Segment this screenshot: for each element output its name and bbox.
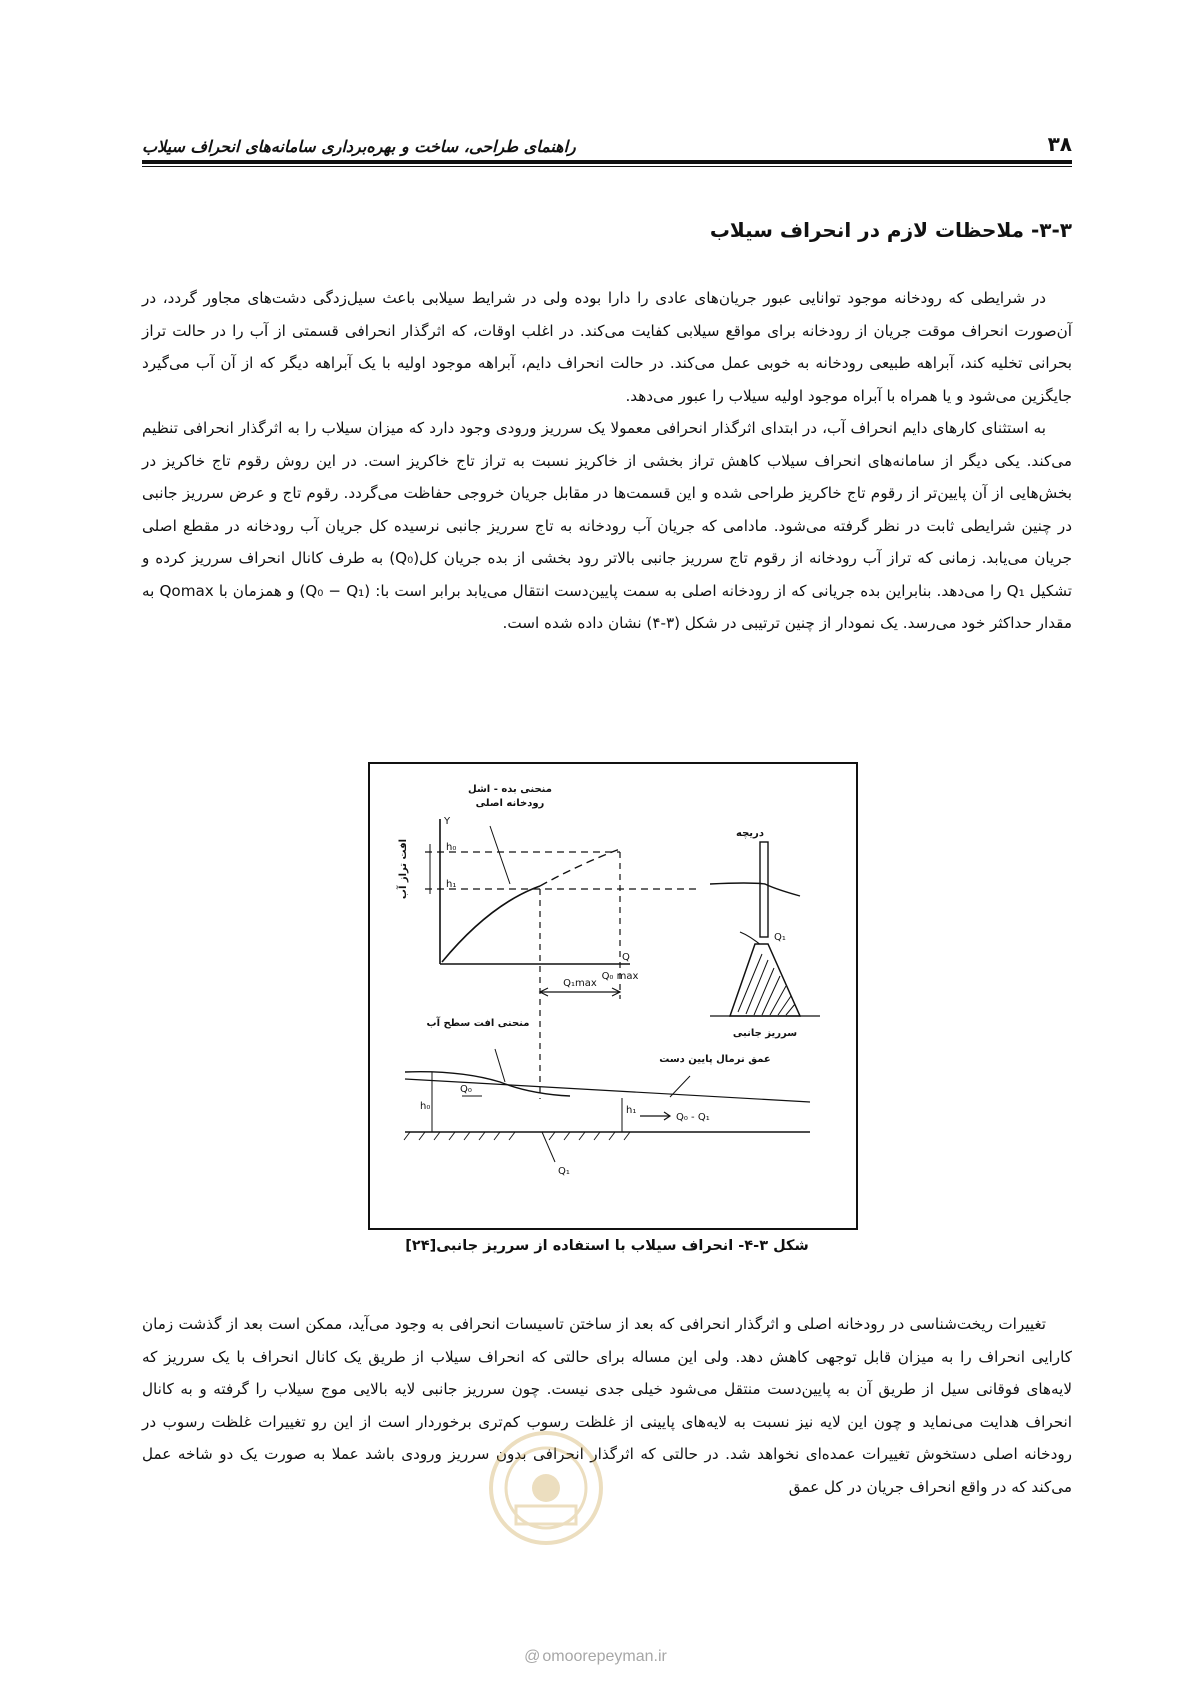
site-footer <box>0 1648 1191 1666</box>
surface-curve-pointer <box>495 1049 505 1082</box>
rating-curve-dashed <box>540 849 620 886</box>
curve-pointer <box>490 826 510 884</box>
site-name: omoorepeyman.ir <box>542 1648 667 1665</box>
gate-post <box>760 842 768 937</box>
y-axis-label: Y <box>444 816 451 827</box>
water-surface-at-weir <box>710 883 800 896</box>
figure-side-weir-diagram <box>368 762 858 1230</box>
side-weir-label: سرریز جانبی <box>732 1028 798 1039</box>
q1-outflow-pointer <box>542 1132 555 1162</box>
main-river-label: رودخانه اصلی <box>475 798 545 809</box>
q0max-label: Q₀ max <box>601 971 639 982</box>
figure-drawing <box>370 764 856 1228</box>
bed-hatch <box>404 1132 630 1140</box>
running-header <box>142 128 1072 156</box>
water-level-drop-label: افت تراز آب <box>398 838 409 900</box>
q0-bottom-label: Q₀ <box>460 1084 472 1095</box>
at-sign-icon: @ <box>524 1648 541 1665</box>
surface-drop-label-1: منحنی افت سطح آب <box>426 1018 530 1029</box>
paragraph: در شرایطی که رودخانه موجود توانایی عبور جریان‌های عادی را دارا بوده ولی در شرایط سیلابی باعث سیل‌زدگی دشت‌های مجاور گردد، در آن‌صورت انحراف موقت جریان از رودخانه برای مواقع سیلابی کفایت می‌کند. در اغلب اوقات، که اثرگذار انحرافی قسمتی از آب را در حالت تراز بحرانی تخلیه کند، آبراهه طبیعی رودخانه به خوبی عمل می‌کند. در حالت انحراف دایم، آبراهه موجود اولیه با یک آبراهه دیگر که از آن آب می‌گیرد جایگزین می‌شود و یا همراه با آبراه موجود اولیه سیلاب را عبور می‌دهد. <box>142 289 1072 405</box>
rating-curve-solid <box>442 886 540 962</box>
section-heading: ۳-۳- ملاحظات لازم در انحراف سیلاب <box>709 218 1072 242</box>
watermark-seal <box>486 1428 606 1548</box>
book-title: راهنمای طراحی، ساخت و بهره‌برداری سامانه‌های انحراف سیلاب <box>142 137 576 156</box>
h1-label: h₁ <box>446 879 457 890</box>
q1max-label: Q₁max <box>563 978 597 989</box>
h0-label: h₀ <box>446 842 457 853</box>
q1-weir-label: Q₁ <box>774 932 786 943</box>
body-text-after-figure <box>142 1308 1072 1503</box>
gate-label: دریچه <box>736 828 764 839</box>
h1-bottom-label: h₁ <box>626 1105 637 1116</box>
q-axis-label: Q <box>622 952 630 963</box>
seal-icon <box>486 1428 606 1548</box>
h0-bottom-label: h₀ <box>420 1101 431 1112</box>
header-rule-thin <box>142 166 1072 167</box>
normal-depth-label: عمق نرمال پایین دست <box>659 1054 771 1065</box>
figure-caption: شکل ۳-۴- انحراف سیلاب با استفاده از سرریز جانبی[۲۴] <box>405 1238 809 1254</box>
header-rule-thick <box>142 160 1072 164</box>
rating-curve-label: منحنی بده - اشل <box>468 784 552 795</box>
q0-minus-q1-label: Q₀ - Q₁ <box>676 1112 710 1123</box>
paragraph: به استثنای کارهای دایم انحراف آب، در ابتدای اثرگذار انحرافی معمولا یک سرریز ورودی وجود دارد که میزان سیلاب را به اثرگذار انحرافی تنظیم می‌کند. یکی دیگر از سامانه‌های انحراف سیلاب کاهش تراز بخشی از خاکریز نسبت به تراز تاج خاکریز است. در این روش رقوم تاج خاکریز در بخش‌هایی از آن پایین‌تر از رقوم تاج خاکریز طراحی شده و این قسمت‌ها در مقابل جریان خروجی حفاظت می‌گردد. رقوم تاج و عرض سرریز جانبی در چنین شرایطی ثابت در نظر گرفته می‌شود. مادامی که جریان آب رودخانه به تاج سرریز جانبی نرسیده کل جریان آب رودخانه در مقطع اصلی جریان می‌یابد. زمانی که تراز آب رودخانه از رقوم تاج سرریز جانبی بالاتر رود بخشی از بده جریان کل(Q₀) به طرف کانال انحراف سرریز کرده و تشکیل Q₁ را می‌دهد. بنابراین بده جریانی که از رودخانه اصلی به سمت پایین‌دست انتقال می‌یابد برابر است با: (Q₀ − Q₁) و همزمان با Qomax به مقدار حداکثر خود می‌رسد. یک نمودار از چنین ترتیبی در شکل (۳-۴) نشان داده شده است. <box>142 419 1073 632</box>
normal-depth-pointer <box>670 1076 690 1097</box>
q1-bottom-label: Q₁ <box>558 1166 570 1177</box>
body-text-before-figure <box>142 282 1072 640</box>
page-number: ۳۸ <box>1047 132 1072 156</box>
paragraph: تغییرات ریخت‌شناسی در رودخانه اصلی و اثرگذار انحرافی که بعد از ساختن تاسیسات انحرافی به وجود می‌آید، ممکن است بعد از گذشت زمان کارایی انحراف را به میزان قابل توجهی کاهش دهد. ولی این مساله برای حالتی که انحراف سیلاب از طریق یک کانال انحراف با یک سرریز که لایه‌های فوقانی سیل از طریق آن به پایین‌دست منتقل می‌شود خیلی جدی نیست. چون سرریز جانبی لایه بالایی موج سیلاب را گرفته و به کانال انحراف هدایت می‌نماید و چون این لایه نیز نسبت به لایه‌های پایینی از غلظت رسوب کم‌تری برخوردار است از این رو تغییرات غلظت رسوب در رودخانه اصلی دستخوش تغییرات عمده‌ای نخواهد شد. در حالتی که اثرگذار انحرافی بدون سرریز ورودی باشد عملا به صورت یک دو شاخه عمل می‌کند که در واقع انحراف جریان در کل عمق <box>142 1315 1072 1496</box>
